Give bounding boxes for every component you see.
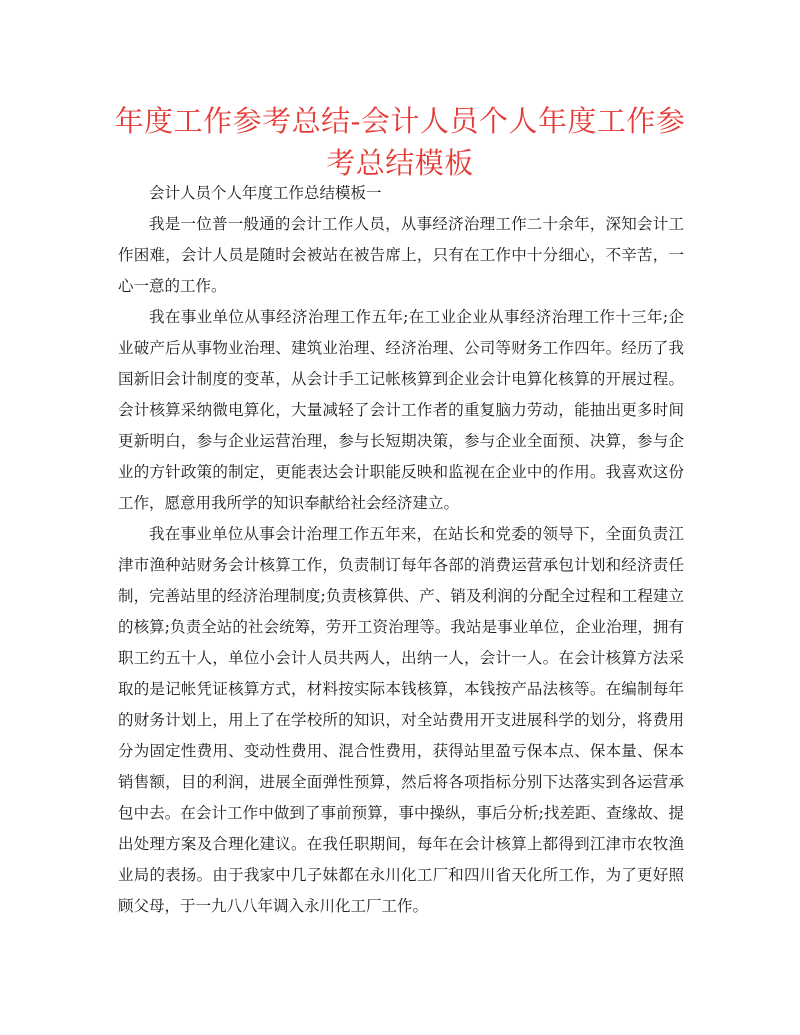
paragraph-2: 我在事业单位从事经济治理工作五年;在工业企业从事经济治理工作十三年;企业破产后从事物业治理、建筑业治理、经济治理、公司等财务工作四年。经历了我国新旧会计制度的变革，从会计手工记帐核算到企业会计电算化核算的开展过程。会计核算采纳微电算化，大量减轻了会计工作者的重复脑力劳动，能抽出更多时间更新明白，参与企业运营治理，参与长短期决策，参与企业全面预、决算，参与企业的方针政策的制定，更能表达会计职能反映和监视在企业中的作用。我喜欢这份工作，愿意用我所学的知识奉献给社会经济建立。	[118, 308, 684, 512]
paragraph-3: 我在事业单位从事会计治理工作五年来，在站长和党委的领导下，全面负责江津市渔种站财务会计核算工作，负责制订每年各部的消费运营承包计划和经济责任制，完善站里的经济治理制度;负责核算供、产、销及利润的分配全过程和工程建立的核算;负责全站的社会统筹，劳开工资治理等。我站是事业单位，企业治理，拥有职工约五十人，单位小会计人员共两人，出纳一人，会计一人。在会计核算方法采取的是记帐凭证核算方式，材料按实际本钱核算，本钱按产品法核等。在编制每年的财务计划上，用上了在学校所的知识，对全站费用开支进展科学的划分，将费用分为固定性费用、变动性费用、混合性费用，获得站里盈亏保本点、保本量、保本销售额，目的利润，进展全面弹性预算，然后将各项指标分别下达落实到各运营承包中去。在会计工作中做到了事前预算，事中操纵，事后分析;找差距、查缘故、提出处理方案及合理化建议。在我任职期间，每年在会计核算上都得到江津市农牧渔业局的表扬。由于我家中几子妹都在永川化工厂和四川省天化所工作，为了更好照顾父母，于一九八八年调入永川化工厂工作。	[118, 525, 684, 915]
paragraph-1: 我是一位普一般通的会计工作人员，从事经济治理工作二十余年，深知会计工作困难，会计人员是随时会被站在被告席上，只有在工作中十分细心，不辛苦，一心一意的工作。	[118, 215, 684, 295]
document-title: 年度工作参考总结-会计人员个人年度工作参考总结模板	[114, 104, 686, 180]
document-body	[118, 178, 684, 922]
document-subtitle: 会计人员个人年度工作总结模板一	[149, 184, 382, 202]
